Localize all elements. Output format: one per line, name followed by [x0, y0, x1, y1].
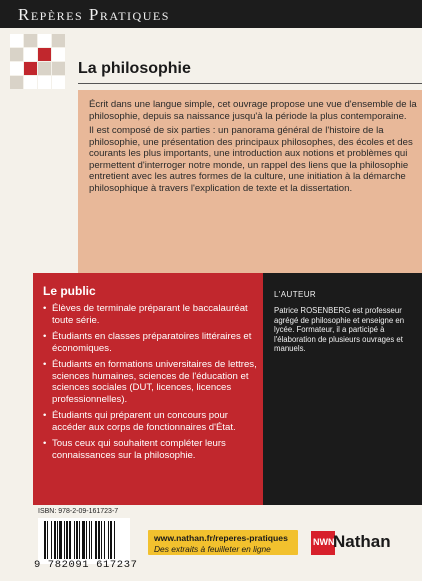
audience-panel — [33, 273, 263, 505]
audience-heading: Le public — [43, 284, 96, 298]
barcode-bar — [57, 521, 58, 559]
audience-item: • Élèves de terminale préparant le baccalauréat toute série. — [43, 303, 259, 326]
decorative-grid-icon — [10, 34, 66, 90]
barcode-bar — [66, 521, 68, 559]
barcode-bar — [47, 521, 48, 559]
summary-paragraph-2: Il est composé de six parties : un panorama général de l'histoire de la philosophie, une présentation des principaux philosophes, des écoles et des courants les plus importants, une introduction aux notions et problèmes qui permettent d'interroger notre monde, un rappel des liens que la philosophie entretient avec les autres formes de la culture, une initiation à la démarche philosophique à travers l'explication de texte et la dissertation. — [89, 125, 413, 194]
barcode-bar — [76, 521, 78, 559]
publisher-logo-mark-text: NWN — [313, 537, 335, 547]
barcode-bar — [98, 521, 100, 559]
barcode-bar — [82, 521, 85, 559]
barcode-bar — [54, 521, 56, 559]
publisher-logo — [311, 531, 393, 555]
author-heading: L'AUTEUR — [274, 290, 317, 299]
title-rule — [78, 83, 422, 84]
audience-item: • Étudiants en formations universitaires de lettres, sciences humaines, sciences de l'éducation et sciences sociales (DUT, licences, licences professionnelles). — [43, 359, 259, 405]
series-name: Repères Pratiques — [18, 5, 170, 24]
barcode-bar — [86, 521, 87, 559]
website-link[interactable]: www.nathan.fr/reperes-pratiques — [154, 533, 288, 543]
barcode — [38, 518, 130, 564]
barcode-bar — [95, 521, 97, 559]
audience-item: • Tous ceux qui souhaitent compléter leurs connaissances sur la philosophie. — [43, 438, 259, 461]
barcode-bar — [79, 521, 80, 559]
barcode-bar — [108, 521, 109, 559]
barcode-bar — [110, 521, 112, 559]
promo-tagline: Des extraits à feuilleter en ligne — [154, 544, 271, 554]
barcode-bar — [69, 521, 71, 559]
barcode-bar — [101, 521, 102, 559]
publisher-name: Nathan — [333, 532, 391, 551]
summary-box — [78, 90, 422, 273]
author-bio: Patrice ROSENBERG est professeur agrégé de philosophie et enseigne en lycée. Formateur, il a participé à l'élaboration de plusieurs ouvrages et manuels. — [274, 306, 405, 354]
author-panel — [263, 273, 422, 505]
barcode-bar — [114, 521, 115, 559]
barcode-bars — [44, 521, 124, 559]
audience-item: • Étudiants en classes préparatoires littéraires et économiques. — [43, 331, 259, 354]
barcode-bar — [51, 521, 52, 559]
audience-list — [43, 303, 259, 466]
barcode-bar — [44, 521, 46, 559]
barcode-bar — [104, 521, 105, 559]
series-bar — [0, 0, 422, 28]
barcode-bar — [59, 521, 62, 559]
summary-paragraph-1: Écrit dans une langue simple, cet ouvrage propose une vue d'ensemble de la philosophie, depuis sa naissance jusqu'à la période la plus contemporaine. — [89, 99, 417, 122]
audience-item: • Étudiants qui préparent un concours pour accéder aux corps de fonctionnaires d'État. — [43, 410, 259, 433]
barcode-bar — [91, 521, 92, 559]
barcode-bar — [89, 521, 90, 559]
barcode-digits: 9 782091 617237 — [34, 559, 138, 571]
book-title: La philosophie — [78, 60, 191, 77]
website-promo[interactable] — [148, 530, 298, 555]
barcode-bar — [64, 521, 65, 559]
isbn: ISBN: 978-2-09-161723-7 — [38, 508, 119, 515]
publisher-logo-mark — [311, 531, 335, 555]
barcode-bar — [74, 521, 75, 559]
